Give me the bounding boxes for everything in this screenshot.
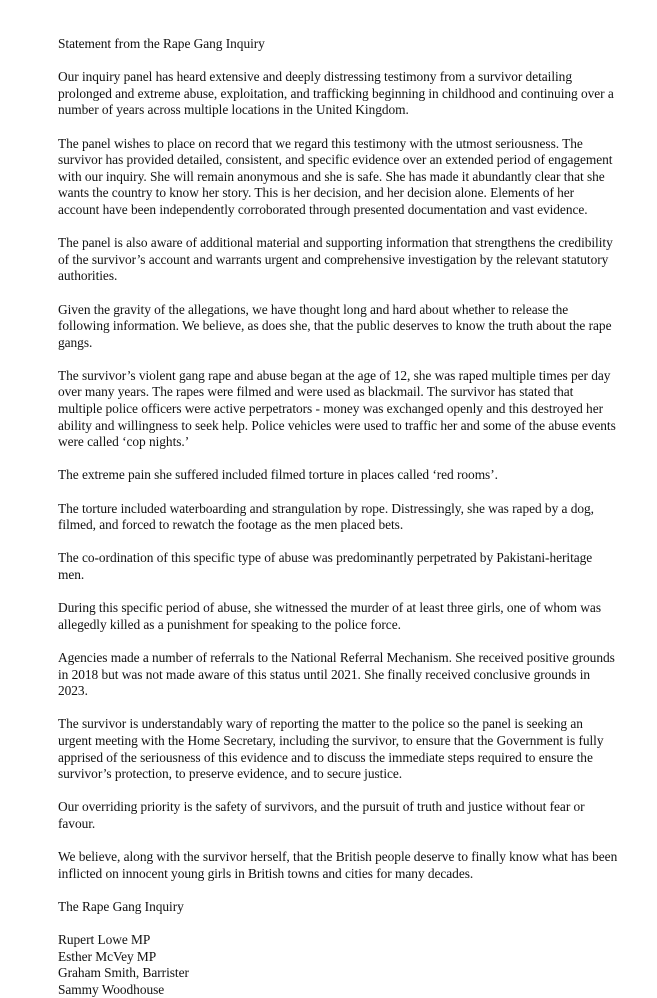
signatory-list (58, 932, 618, 998)
paragraph-intro: Our inquiry panel has heard extensive and deeply distressing testimony from a survivor detailing prolonged and extreme abuse, exploitation, and trafficking beginning in childhood and continuing over a number of years across multiple locations in the United Kingdom. (58, 69, 614, 118)
statement-document (58, 36, 618, 998)
paragraph-belief: We believe, along with the survivor herself, that the British people deserve to finally know what has been inflicted on innocent young girls in British towns and cities for many decades. (58, 849, 618, 881)
paragraph-gravity: Given the gravity of the allegations, we have thought long and hard about whether to release the following information. We believe, as does she, that the public deserves to know the truth about the rape gangs. (58, 301, 612, 350)
paragraph-additional-material: The panel is also aware of additional material and supporting information that strengthens the credibility of the survivor’s account and warrants urgent and comprehensive investigation by the relevant statutory authorities. (58, 235, 613, 284)
paragraph-torture: The torture included waterboarding and strangulation by rope. Distressingly, she was raped by a dog, filmed, and forced to rewatch the footage as the men placed bets. (58, 500, 594, 533)
signatory: Sammy Woodhouse (58, 981, 165, 997)
signatory: Esther McVey MP (58, 948, 157, 964)
signatory: Rupert Lowe MP (58, 932, 151, 948)
paragraph-priority: Our overriding priority is the safety of survivors, and the pursuit of truth and justice without fear or favour. (58, 799, 585, 831)
signoff: The Rape Gang Inquiry (58, 898, 184, 914)
paragraph-home-secretary: The survivor is understandably wary of reporting the matter to the police so the panel is seeking an urgent meeting with the Home Secretary, including the survivor, to ensure that the Government is fully apprised of the seriousness of this evidence and to discuss the immediate steps required to ensure the survivor’s protection, to preserve evidence, and to secure justice. (58, 716, 604, 782)
paragraph-abuse-details: The survivor’s violent gang rape and abuse began at the age of 12, she was raped multiple times per day over many years. The rapes were filmed and were used as blackmail. The survivor has stated that multiple police officers were active perpetrators - money was exchanged openly and this destroyed her ability and willingness to seek help. Police vehicles were used to traffic her and some of the abuse events were called ‘cop nights.’ (58, 367, 616, 450)
document-title: Statement from the Rape Gang Inquiry (58, 36, 265, 51)
paragraph-nrm-referrals: Agencies made a number of referrals to the National Referral Mechanism. She received positive grounds in 2018 but was not made aware of this status until 2021. She finally received conclusive grounds in 2023. (58, 649, 615, 699)
paragraph-coordination: The co-ordination of this specific type of abuse was predominantly perpetrated by Pakistani-heritage men. (58, 550, 593, 582)
paragraph-record: The panel wishes to place on record that we regard this testimony with the utmost seriousness. The survivor has provided detailed, consistent, and specific evidence over an extended period of engagement with our inquiry. She will remain anonymous and she is safe. She has made it abundantly clear that she wants the country to know her story. This is her decision, and her decision alone. Elements of her account have been independently corroborated through presented documentation and vast evidence. (58, 135, 613, 217)
paragraph-red-rooms: The extreme pain she suffered included filmed torture in places called ‘red rooms’. (58, 467, 498, 483)
signatory: Graham Smith, Barrister (58, 965, 189, 981)
paragraph-murder: During this specific period of abuse, she witnessed the murder of at least three girls, one of whom was allegedly killed as a punishment for speaking to the police force. (58, 600, 601, 632)
